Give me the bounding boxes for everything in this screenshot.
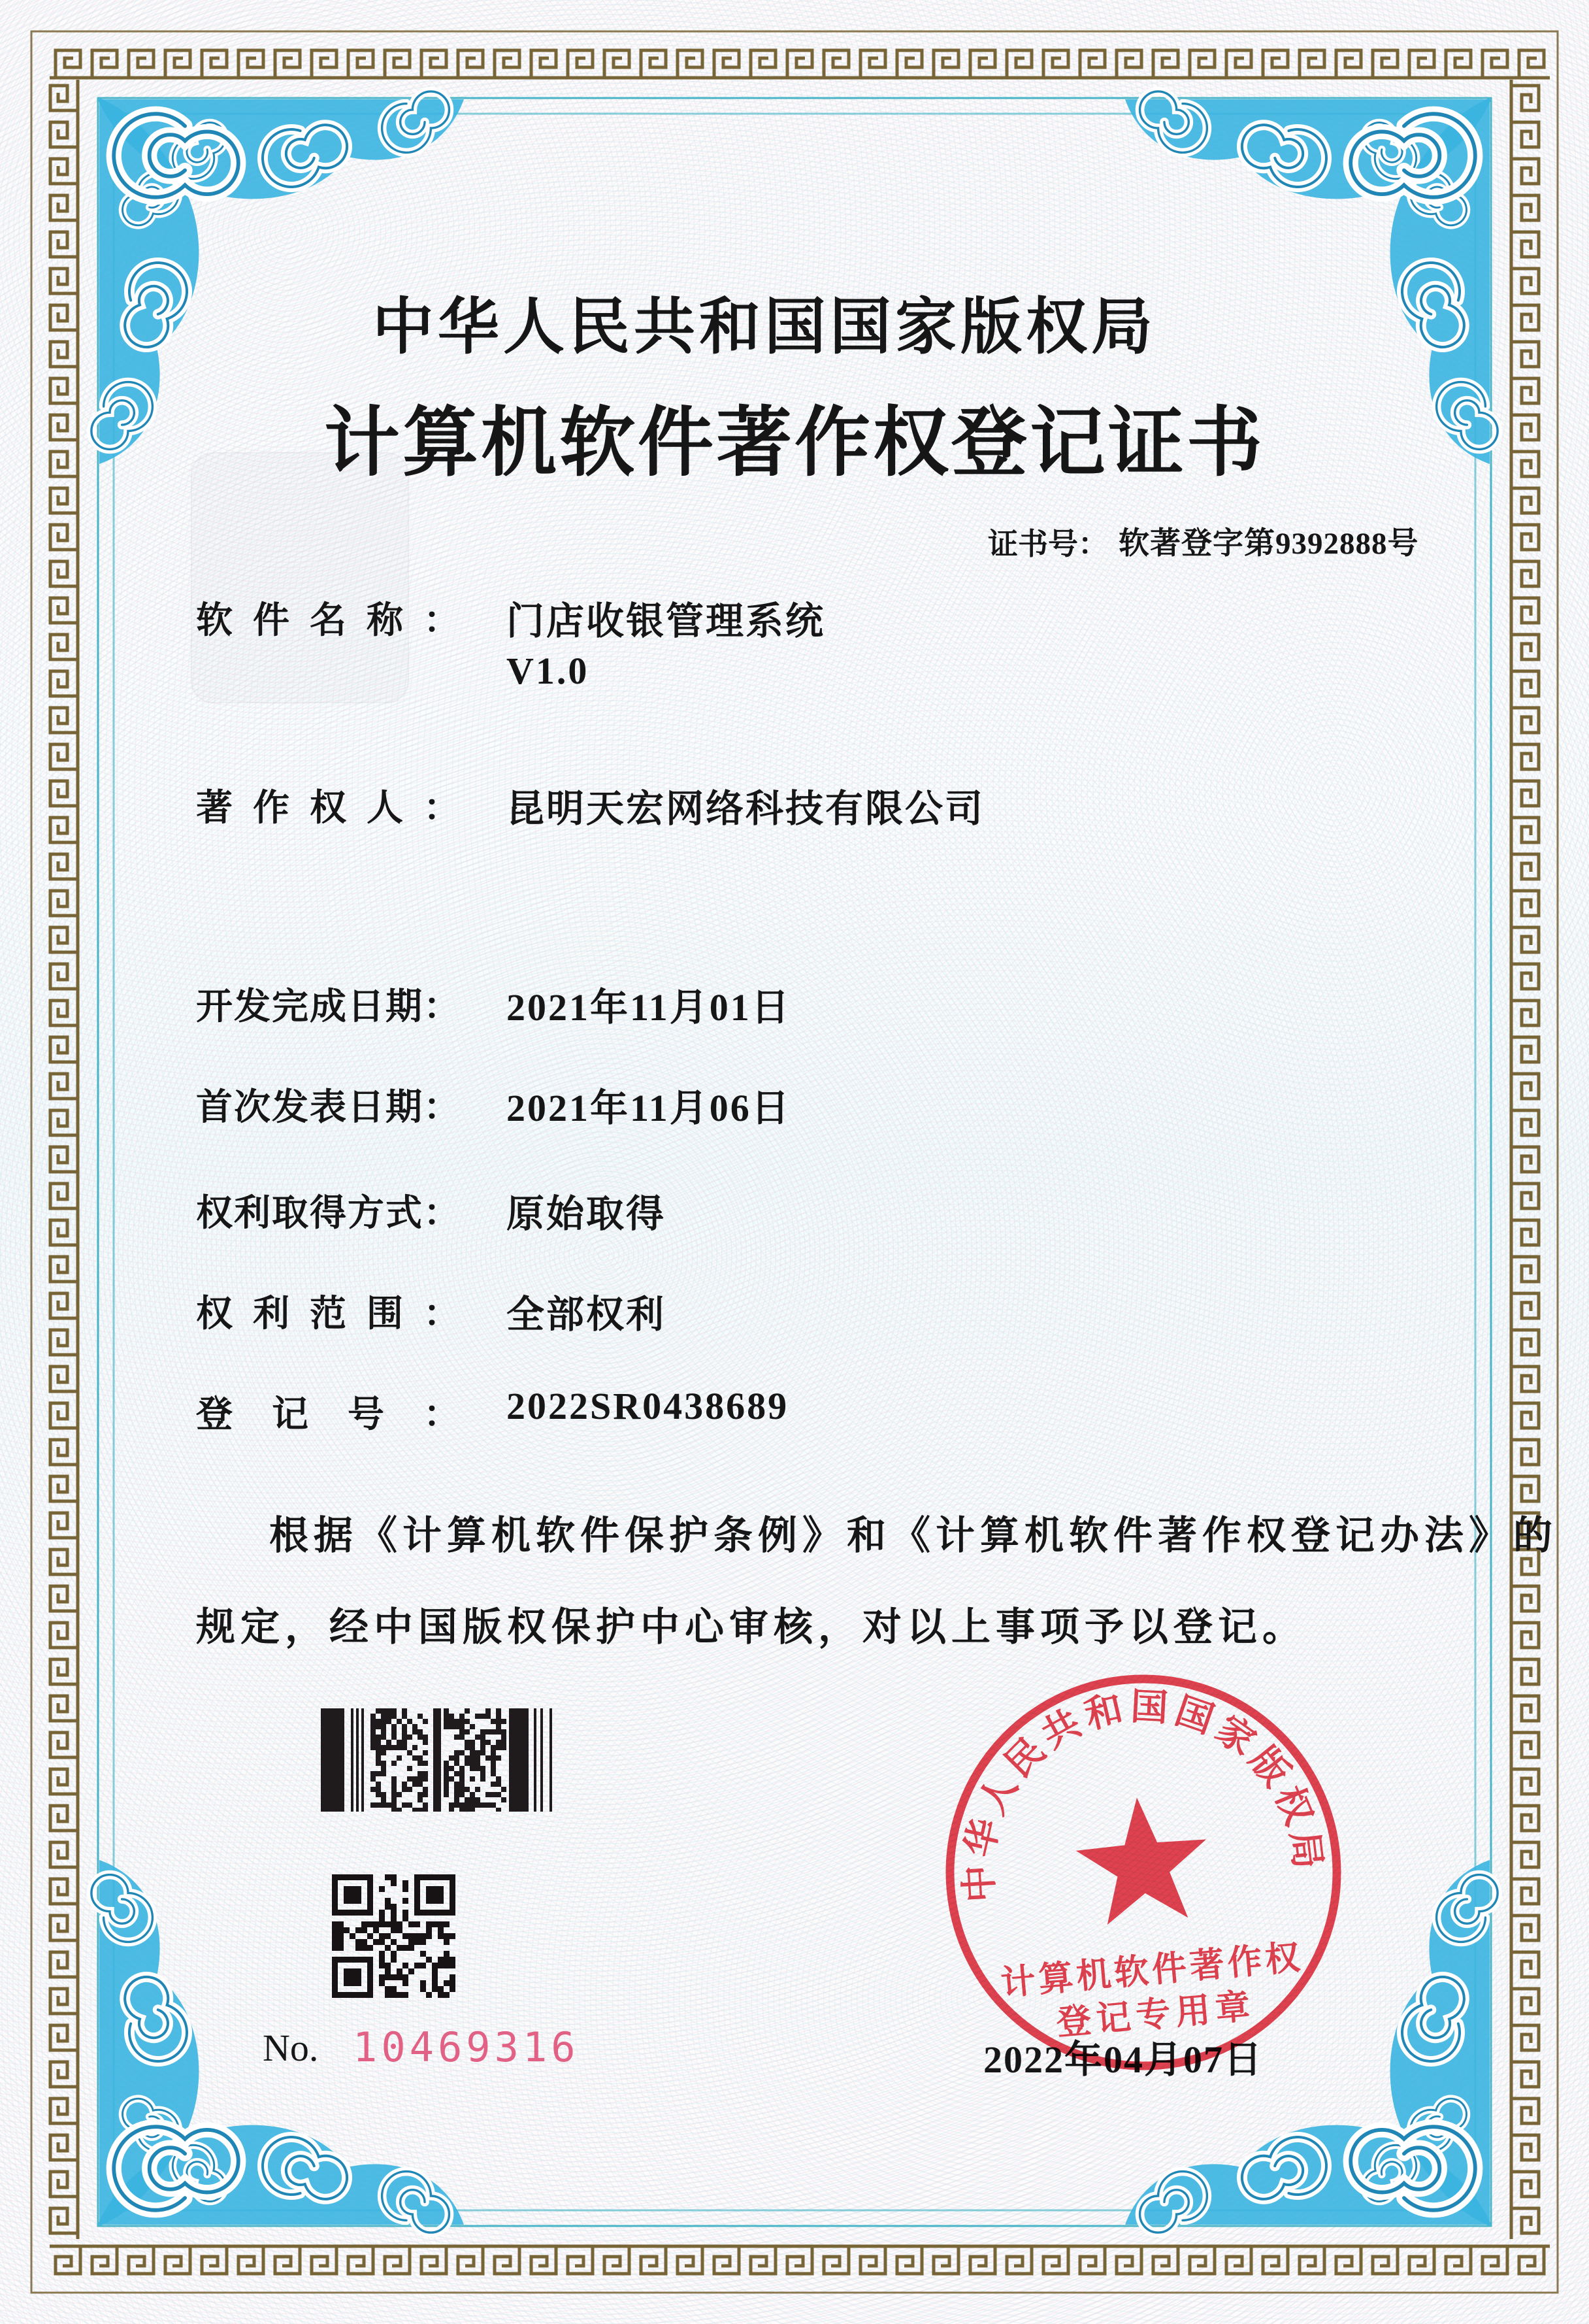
issue-date: 2022年04月07日 [983,2038,1264,2081]
field-value: 2021年11月01日 [506,986,791,1029]
barcode [321,1708,557,1812]
field-value: 全部权利 [506,1293,666,1336]
statement-line-1: 根据《计算机软件保护条例》和《计算机软件著作权登记办法》的 [269,1514,1558,1557]
official-seal [917,1646,1369,2099]
field-value: 2022SR0438689 [506,1385,789,1427]
field-label: 开发完成日期： [196,987,460,1027]
statement-line-2: 规定，经中国版权保护中心审核，对以上事项予以登记。 [196,1606,1307,1649]
seal-line1: 计算机软件著作权 [999,1938,1305,2003]
field-value: 2021年11月06日 [506,1087,791,1129]
serial-label: No. [263,2027,319,2069]
software-version: V1.0 [506,650,589,692]
certificate-no-label: 证书号： [988,527,1108,561]
field-value: 昆明天宏网络科技有限公司 [506,788,985,830]
seal-ring-text: 中华人民共和国国家版权局 [958,1686,1329,1904]
field-label: 著作权人： [196,788,460,829]
field-label: 权利取得方式： [196,1193,460,1234]
serial-number: 10469316 [353,2023,580,2071]
certificate-no-value: 软著登字第9392888号 [1119,527,1419,561]
star-icon [1072,1792,1213,1927]
field-value: 原始取得 [506,1193,666,1235]
field-label: 登记号： [196,1395,460,1435]
certificate-title: 计算机软件著作权登记证书 [324,402,1265,486]
field-label: 首次发表日期： [196,1087,460,1128]
field-value: 门店收银管理系统 [506,600,826,642]
field-label: 软件名称： [196,601,460,641]
field-label: 权利范围： [196,1294,460,1335]
authority-title: 中华人民共和国国家版权局 [372,293,1156,361]
seal-line2: 登记专用章 [1055,1987,1257,2043]
qr-code [332,1874,456,1999]
